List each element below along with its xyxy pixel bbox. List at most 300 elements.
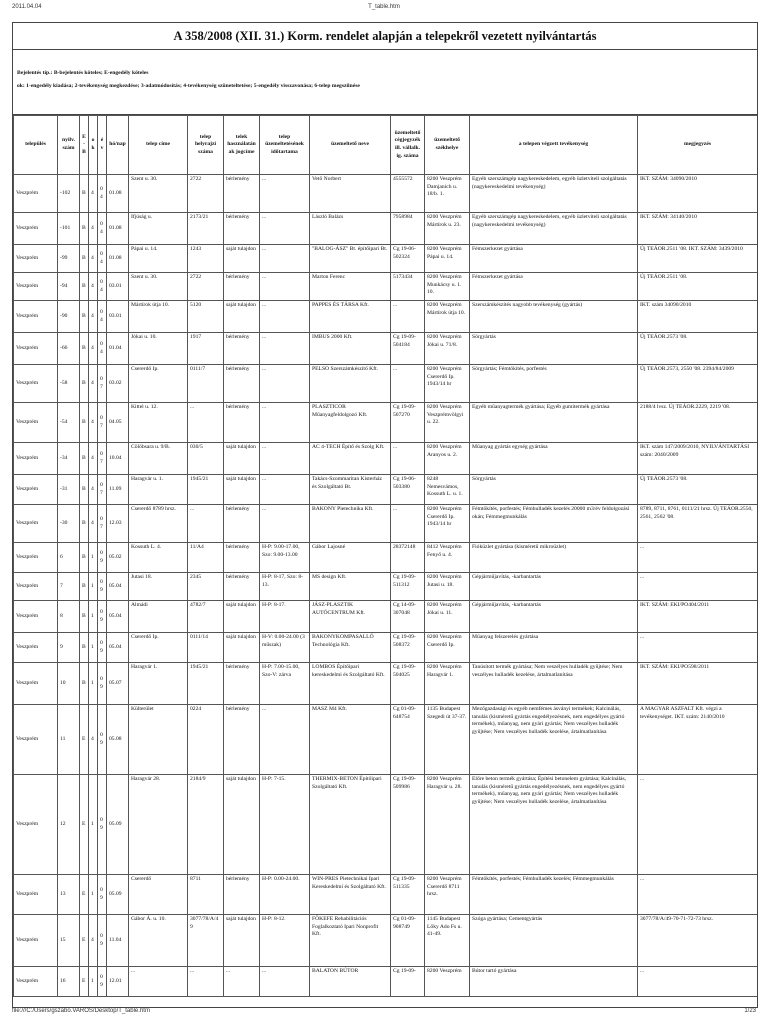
table-cell: ...	[188, 403, 224, 443]
table-cell: H-P: 8-12.	[260, 915, 310, 967]
table-cell: 1	[89, 775, 98, 875]
table-cell: 8200 Veszprém Csererdő Ip.	[425, 633, 470, 663]
print-footer	[8, 1008, 760, 1020]
table-cell: Veszprém	[14, 967, 58, 997]
table-row	[14, 705, 758, 775]
table-cell: "BALOG-ÁSZ" Bt. építőipari Bt.	[310, 245, 391, 273]
table-cell: ...	[391, 365, 425, 403]
table-row	[14, 915, 758, 967]
table-cell: 1917	[188, 333, 224, 365]
table-cell: -31	[58, 475, 80, 505]
table-cell: 4	[89, 403, 98, 443]
table-cell: 7	[58, 573, 80, 601]
table-cell: 0111/14	[188, 633, 224, 663]
table-cell: 09	[98, 967, 107, 997]
table-cell: 1945/21	[188, 663, 224, 705]
table-cell: 0224	[188, 705, 224, 775]
table-cell: B	[80, 663, 89, 705]
table-cell: -102	[58, 175, 80, 213]
table-cell: bérlemény	[224, 573, 260, 601]
table-cell: Veszprém	[14, 633, 58, 663]
table-cell: Szent u. 30.	[129, 273, 188, 301]
table-cell: 07	[98, 403, 107, 443]
table-cell: Veszprém	[14, 875, 58, 915]
table-cell: Új TEÁOR.2573 '08.	[638, 333, 758, 365]
table-cell: -66	[58, 333, 80, 365]
table-cell: Gépjárműjavítás, -karbantartás	[470, 601, 638, 633]
column-header: a telepen végzett tevékenység	[470, 116, 638, 175]
table-cell: Egyéb szerszámgép nagykereskedelem, egyéb üzletviteli szolgáltatás (nagykereskedelmi tevékenység)	[470, 175, 638, 213]
table-cell: Szerszámkészítés nagyobb tevékenység (gyártás)	[470, 301, 638, 333]
table-cell: 13	[58, 875, 80, 915]
table-cell: ...	[391, 301, 425, 333]
table-cell: ...	[638, 967, 758, 997]
table-cell: -101	[58, 213, 80, 245]
table-cell: ...	[260, 333, 310, 365]
table-cell: saját tulajdon	[224, 245, 260, 273]
table-row	[14, 333, 758, 365]
table-cell: bérlemény	[224, 705, 260, 775]
table-cell: 15	[58, 915, 80, 967]
table-cell: -99	[58, 245, 80, 273]
print-header	[8, 4, 760, 16]
table-cell: Szóga gyártása; Cementgyártás	[470, 915, 638, 967]
table-cell: ...	[188, 967, 224, 997]
table-cell: 8200 Veszprém Jókai u. 71/8.	[425, 333, 470, 365]
table-cell: Takács-Szommaritan Kisterház és Szolgáltató Bt.	[310, 475, 391, 505]
table-cell: ...	[260, 175, 310, 213]
column-header: telek használatának jogcíme	[224, 116, 260, 175]
table-row	[14, 967, 758, 997]
table-cell: Sörgyártás; Fémtökítés, porfestés	[470, 365, 638, 403]
table-cell: 11.09	[107, 475, 129, 505]
table-row	[14, 245, 758, 273]
table-cell: 4	[89, 705, 98, 775]
table-cell: 8200 Veszprém Csererdő Ip. 1943/14 hr	[425, 365, 470, 403]
table-cell: 8200 Veszprém Csererdő Ip. 1943/14 hr	[425, 505, 470, 543]
table-cell: 8200 Veszprém Haragvár 1.	[425, 663, 470, 705]
table-cell: 04	[98, 245, 107, 273]
table-row	[14, 633, 758, 663]
table-cell: 1	[89, 601, 98, 633]
table-cell: Szent u. 30.	[129, 175, 188, 213]
registry-table	[13, 115, 758, 997]
table-cell: ...	[260, 475, 310, 505]
table-cell: 05.09	[107, 875, 129, 915]
table-cell: 8200 Veszprém Mártírok u. 23.	[425, 213, 470, 245]
table-cell: 12	[58, 775, 80, 875]
table-cell: Mezőgazdasági és egyéb nemfémes ásványi termékek; Kalcinálás, tanulás (kisméretű gyártás engedélyezésnek, nem engedélyes gyártó termékek), műanyag, nem gyári gyártás; Nem veszélyes hulladék gyűjtése; Nem veszélyes hulladék kezelése, ártalmatlanítása	[470, 705, 638, 775]
table-cell: ...	[638, 573, 758, 601]
table-cell: Veszprém	[14, 705, 58, 775]
table-cell: H-P: 0.00-24.00.	[260, 875, 310, 915]
table-cell: 1945/21	[188, 475, 224, 505]
table-row	[14, 775, 758, 875]
table-cell: 4782/7	[188, 601, 224, 633]
table-cell: Veszprém	[14, 333, 58, 365]
table-cell: H-P: 7.00-15.00, Szo-V: zárva	[260, 663, 310, 705]
table-cell: -58	[58, 365, 80, 403]
table-cell: 16	[58, 967, 80, 997]
table-cell: 1	[89, 663, 98, 705]
table-cell: bérlemény	[224, 273, 260, 301]
table-row	[14, 475, 758, 505]
table-cell: Veszprém	[14, 543, 58, 573]
column-header: ok	[89, 116, 98, 175]
table-cell: E	[80, 915, 89, 967]
column-header: E-B	[80, 116, 89, 175]
table-cell: ...	[260, 301, 310, 333]
table-cell: B	[80, 601, 89, 633]
table-cell: Veszprém	[14, 915, 58, 967]
table-cell: Marton Ferenc	[310, 273, 391, 301]
table-cell: 5173434	[391, 273, 425, 301]
table-cell: 03.01	[107, 301, 129, 333]
table-cell: PAPPES ÉS TÁRSA Kft.	[310, 301, 391, 333]
table-cell: Almádi	[129, 601, 188, 633]
table-cell: 05.02	[107, 543, 129, 573]
table-cell: Haragvár u. 1.	[129, 475, 188, 505]
table-cell: 01.08	[107, 175, 129, 213]
table-cell: ...	[129, 967, 188, 997]
table-cell: Csererdő Ip.	[129, 633, 188, 663]
table-cell: Veszprém	[14, 365, 58, 403]
print-page-number: 1/23	[744, 1008, 756, 1014]
table-cell: 8412 Veszprém Fenyő u. 4.	[425, 543, 470, 573]
table-cell: 04	[98, 301, 107, 333]
table-cell: 6	[58, 543, 80, 573]
table-cell: IKT. szám 34090/2010	[638, 301, 758, 333]
table-cell: IKT. SZÁM: 34140/2010	[638, 213, 758, 245]
table-cell: B	[80, 543, 89, 573]
table-cell: 8200 Veszprém Mártírok útja 10.	[425, 301, 470, 333]
note-bejelentes-tipus: Bejelentés típ.: B-bejelentés köteles; E-engedély köteles	[17, 70, 149, 76]
column-header: település	[14, 116, 58, 175]
table-cell: H-P: 9.00-17.00, Szo: 9.00-13.00	[260, 543, 310, 573]
table-cell: ...	[638, 875, 758, 915]
table-cell: 4	[89, 333, 98, 365]
table-cell: Cg 01-09-908749	[391, 915, 425, 967]
table-cell: 4	[89, 365, 98, 403]
table-cell: 12.01	[107, 967, 129, 997]
table-cell: 1	[89, 573, 98, 601]
table-cell: 11	[58, 705, 80, 775]
table-cell: Cg 19-09-504184	[391, 333, 425, 365]
table-cell: 04	[98, 273, 107, 301]
table-cell: 8248 Nemesvámos, Kossuth L. u. 1.	[425, 475, 470, 505]
table-cell: Vető Norbert	[310, 175, 391, 213]
table-cell: ...	[260, 273, 310, 301]
table-cell: bérlemény	[224, 333, 260, 365]
table-cell: B	[80, 333, 89, 365]
table-cell: Fémszerkezet gyártása	[470, 245, 638, 273]
table-cell: 8200 Veszprém Pápai u. 14.	[425, 245, 470, 273]
table-cell: Cg 19-09-507270	[391, 403, 425, 443]
table-cell: Gépjárműjavítás, -karbantartás	[470, 573, 638, 601]
table-cell: Gábor Á. u. 10.	[129, 915, 188, 967]
table-cell: Pápai u. 14.	[129, 245, 188, 273]
table-cell: Veszprém	[14, 273, 58, 301]
table-cell: 4555572	[391, 175, 425, 213]
table-cell: Mártírok útja 10.	[129, 301, 188, 333]
table-cell: 4	[89, 475, 98, 505]
table-cell: bérlemény	[224, 213, 260, 245]
table-body	[14, 175, 758, 997]
table-cell: 05.08	[107, 705, 129, 775]
table-row	[14, 663, 758, 705]
table-cell: 4	[89, 915, 98, 967]
table-cell: 8200 Veszprém Veszprémvölgyi u. 22.	[425, 403, 470, 443]
table-cell: Sörgyártás	[470, 333, 638, 365]
table-cell: saját tulajdon	[224, 775, 260, 875]
table-cell: saját tulajdon	[224, 475, 260, 505]
table-row	[14, 301, 758, 333]
table-cell: B	[80, 245, 89, 273]
table-cell: 8200 Veszprém Jutasi u. 18.	[425, 573, 470, 601]
table-cell: E	[80, 875, 89, 915]
table-cell: Csererdő	[129, 875, 188, 915]
table-cell: 07	[98, 475, 107, 505]
table-cell: -34	[58, 443, 80, 475]
table-cell: 04	[98, 175, 107, 213]
print-date: 2011.04.04	[12, 4, 42, 10]
table-cell: 2188/4 lvsz. Új TEÁOR.2229, 2219 '08.	[638, 403, 758, 443]
column-header: hó/nap	[107, 116, 129, 175]
column-header: év	[98, 116, 107, 175]
table-cell: 28372148	[391, 543, 425, 573]
table-cell: Fémtökítés, porfestés; Fémhulladék kezelés; Fémmegmunkálás	[470, 875, 638, 915]
table-cell: 05.04	[107, 633, 129, 663]
table-cell: Sörgyártás	[470, 475, 638, 505]
table-cell: B	[80, 213, 89, 245]
column-header: üzemeltető székhelye	[425, 116, 470, 175]
table-cell: Cg 19-09-509986	[391, 775, 425, 875]
table-cell: saját tulajdon	[224, 915, 260, 967]
table-cell: Új TEÁOR.2511 '08. IKT. SZÁM: 3439/2010	[638, 245, 758, 273]
table-cell: Új TEÁOR.2573, 2550 '08. 2394/84/2009	[638, 365, 758, 403]
table-cell: B	[80, 301, 89, 333]
table-cell: ...	[260, 443, 310, 475]
table-cell: 04.05	[107, 403, 129, 443]
table-cell: ...	[260, 967, 310, 997]
column-header: üzemeltető neve	[310, 116, 391, 175]
table-cell: Kossuth L. 4.	[129, 543, 188, 573]
table-cell: ...	[391, 443, 425, 475]
table-cell: 8711	[188, 875, 224, 915]
table-cell: Új TEÁOR.2511 '08.	[638, 273, 758, 301]
table-cell: 11.04	[107, 915, 129, 967]
table-cell: A MAGYAR ASZFALT Kft. végzi a tevékenységet. IKT. szám: 2140/2010	[638, 705, 758, 775]
table-cell: 05.04	[107, 601, 129, 633]
table-cell: saját tulajdon	[224, 633, 260, 663]
table-cell: PLASZTICOR Műanyagfeldolgozó Kft.	[310, 403, 391, 443]
table-cell: 8200 Veszprém Munkácsy u. 1. 10.	[425, 273, 470, 301]
table-cell: 09	[98, 633, 107, 663]
table-cell: 09	[98, 663, 107, 705]
table-cell: Előre beton termék gyártása; Építési betonelem gyártása; Kalcinálás, tanulás (kisméretű gyártás engedélyezésnek, nem engedélyes gyártó termékek), műanyag, nem gyári gyártás; Nem veszélyes hulladék gyűjtése; Nem veszélyes hulladék kezelése, ártalmatlanítása	[470, 775, 638, 875]
table-cell: AC 4-TECH Építő és Szolg Kft.	[310, 443, 391, 475]
print-file-path: file:///C:/Users/gszabo.VAROS/Desktop/T_table.htm	[12, 1008, 150, 1014]
note-ok-codes: ok: 1-engedély kiadása; 2-tevékenység megkezdése; 3-adatmódosítás; 4-tevékenység szüneteltetése; 5-engedély visszavonása; 6-telep megszűnése	[17, 83, 360, 89]
table-cell: Ifjúság u.	[129, 213, 188, 245]
table-cell: Kittel u. 12.	[129, 403, 188, 443]
table-cell: B	[80, 273, 89, 301]
table-row	[14, 273, 758, 301]
table-cell: Csererdő 8789 hrsz.	[129, 505, 188, 543]
table-cell: Veszprém	[14, 245, 58, 273]
table-cell: 9	[58, 633, 80, 663]
table-cell: MS design Kft.	[310, 573, 391, 601]
table-cell: IKT. szám 147/2009/2010, NYILVÁNTARTÁSI szám: 2040/2009	[638, 443, 758, 475]
table-cell: B	[80, 633, 89, 663]
table-row	[14, 213, 758, 245]
table-cell: 030/5	[188, 443, 224, 475]
table-cell: Veszprém	[14, 601, 58, 633]
table-cell: Műanyag felszerelés gyártása	[470, 633, 638, 663]
table-cell: PELSO Szerszámkészítő Kft.	[310, 365, 391, 403]
table-cell: saját tulajdon	[224, 301, 260, 333]
table-cell: Cg 19-09-508372	[391, 633, 425, 663]
table-cell: B	[80, 403, 89, 443]
table-cell: Jutasi 18.	[129, 573, 188, 601]
table-cell: Műanyag gyártás egység gyártása	[470, 443, 638, 475]
table-cell: Jókai u. 10.	[129, 333, 188, 365]
table-cell: 05.09	[107, 775, 129, 875]
table-cell: H-P: 8-17.	[260, 601, 310, 633]
table-cell: H-P: 7-15.	[260, 775, 310, 875]
table-cell: Cg 19-09-511312	[391, 573, 425, 601]
table-row	[14, 573, 758, 601]
table-cell: 4	[89, 175, 98, 213]
table-header-row	[14, 116, 758, 175]
table-cell: 07	[98, 443, 107, 475]
table-cell: 0111/7	[188, 365, 224, 403]
table-cell: ...	[188, 505, 224, 543]
table-cell: 4	[89, 443, 98, 475]
table-cell: 8789, 8711, 8761, 0111/21 hrsz. Új TEÁOR.2550, 2561, 2562 '08.	[638, 505, 758, 543]
table-cell: ...	[260, 365, 310, 403]
table-cell: Gábor Lajosné	[310, 543, 391, 573]
table-cell: JÁSZ-PLASZTIK AUTÓCENTRUM Kft.	[310, 601, 391, 633]
table-cell: 09	[98, 705, 107, 775]
document-notes	[13, 50, 757, 115]
table-cell: H-V: 0.00-24.00 (3 műszak)	[260, 633, 310, 663]
table-cell: Veszprém	[14, 213, 58, 245]
table-cell: 05.07	[107, 663, 129, 705]
table-cell: Új TEÁOR.2573 '08.	[638, 475, 758, 505]
column-header: telep üzemeltetésének időtartama	[260, 116, 310, 175]
table-cell: 8200 Veszprém Damjanich u. 18/b. 1.	[425, 175, 470, 213]
table-cell: 8200 Veszprém Haragvár u. 28.	[425, 775, 470, 875]
table-cell: ...	[260, 705, 310, 775]
table-cell: Veszprém	[14, 443, 58, 475]
table-cell: 07	[98, 365, 107, 403]
table-cell: 4	[89, 505, 98, 543]
table-row	[14, 543, 758, 573]
table-cell: Veszprém	[14, 663, 58, 705]
table-cell: WIN-PRES Pietechnikai Ipari Kereskedelmi és Szolgáltató Kft.	[310, 875, 391, 915]
table-cell: Cg 19-09-511335	[391, 875, 425, 915]
table-cell: 2722	[188, 273, 224, 301]
table-cell: -30	[58, 505, 80, 543]
table-cell: ...	[224, 967, 260, 997]
table-row	[14, 365, 758, 403]
table-cell: 11/A4	[188, 543, 224, 573]
table-cell: ...	[260, 403, 310, 443]
table-cell: 1	[89, 543, 98, 573]
table-cell: 09	[98, 915, 107, 967]
table-cell: Cg 19-09-504025	[391, 663, 425, 705]
table-cell: 8200 Veszprém Aranyos u. 2.	[425, 443, 470, 475]
column-header: telep helyrajzi száma	[188, 116, 224, 175]
table-cell: B	[80, 175, 89, 213]
table-cell: 8200 Veszprém	[425, 967, 470, 997]
table-cell: IKT. SZÁM: 34090/2010	[638, 175, 758, 213]
table-cell: 8200 Veszprém Jókai u. 11.	[425, 601, 470, 633]
table-cell: Haragvár 1.	[129, 663, 188, 705]
table-cell: bérlemény	[224, 403, 260, 443]
table-cell: 09	[98, 775, 107, 875]
table-cell: Cg 01-09-648754	[391, 705, 425, 775]
table-cell: IMBUS 2000 Kft.	[310, 333, 391, 365]
column-header: megjegyzés	[638, 116, 758, 175]
table-cell: Veszprém	[14, 403, 58, 443]
table-cell: B	[80, 443, 89, 475]
table-cell: 7958984	[391, 213, 425, 245]
table-cell: 09	[98, 573, 107, 601]
table-cell: bérlemény	[224, 175, 260, 213]
table-cell: Veszprém	[14, 475, 58, 505]
table-cell: 04	[98, 213, 107, 245]
document-title: A 358/2008 (XII. 31.) Korm. rendelet alapján a telepekről vezetett nyilvántartás	[13, 23, 757, 50]
table-cell: 01.08	[107, 213, 129, 245]
table-cell: 1243	[188, 245, 224, 273]
table-cell: 10	[58, 663, 80, 705]
table-cell: E	[80, 967, 89, 997]
table-cell: ...	[638, 543, 758, 573]
table-cell: 01.04	[107, 333, 129, 365]
table-cell: 3077/78/A/49-70-71-72-73 hrsz.	[638, 915, 758, 967]
table-cell: 03.01	[107, 273, 129, 301]
table-row	[14, 875, 758, 915]
table-cell: Csererdő Ip.	[129, 365, 188, 403]
column-header: üzemeltető cégjegyzék ill. vállalk. ig. száma	[391, 116, 425, 175]
table-cell: -94	[58, 273, 80, 301]
table-cell: 2722	[188, 175, 224, 213]
table-cell: bérlemény	[224, 663, 260, 705]
table-cell: B	[80, 475, 89, 505]
table-cell: 10.04	[107, 443, 129, 475]
table-cell: Veszprém	[14, 573, 58, 601]
table-cell: B	[80, 365, 89, 403]
table-cell: ...	[638, 633, 758, 663]
table-cell: 09	[98, 601, 107, 633]
table-cell: 07	[98, 505, 107, 543]
table-cell: ...	[260, 213, 310, 245]
table-cell: Fióküzlet gyártása (kisméretű mikroüzlet)	[470, 543, 638, 573]
table-cell: 3077/78/A/49	[188, 915, 224, 967]
table-row	[14, 175, 758, 213]
table-cell: Veszprém	[14, 301, 58, 333]
table-cell: Cölöbsara u. 9/B.	[129, 443, 188, 475]
table-cell: 2184/9	[188, 775, 224, 875]
table-cell: Fémtökítés, porfestés; Fémhulladék kezelés 20000 m3/év feldolgozási okán; Fémmegmunkálás	[470, 505, 638, 543]
table-cell: ...	[391, 505, 425, 543]
table-cell: MASZ M4 Kft.	[310, 705, 391, 775]
table-cell: Veszprém	[14, 175, 58, 213]
table-cell: BAKONYKOMPASALLÓ Technológia Kft.	[310, 633, 391, 663]
table-cell: 8200 Veszprém Csererdő 8711 hrsz.	[425, 875, 470, 915]
